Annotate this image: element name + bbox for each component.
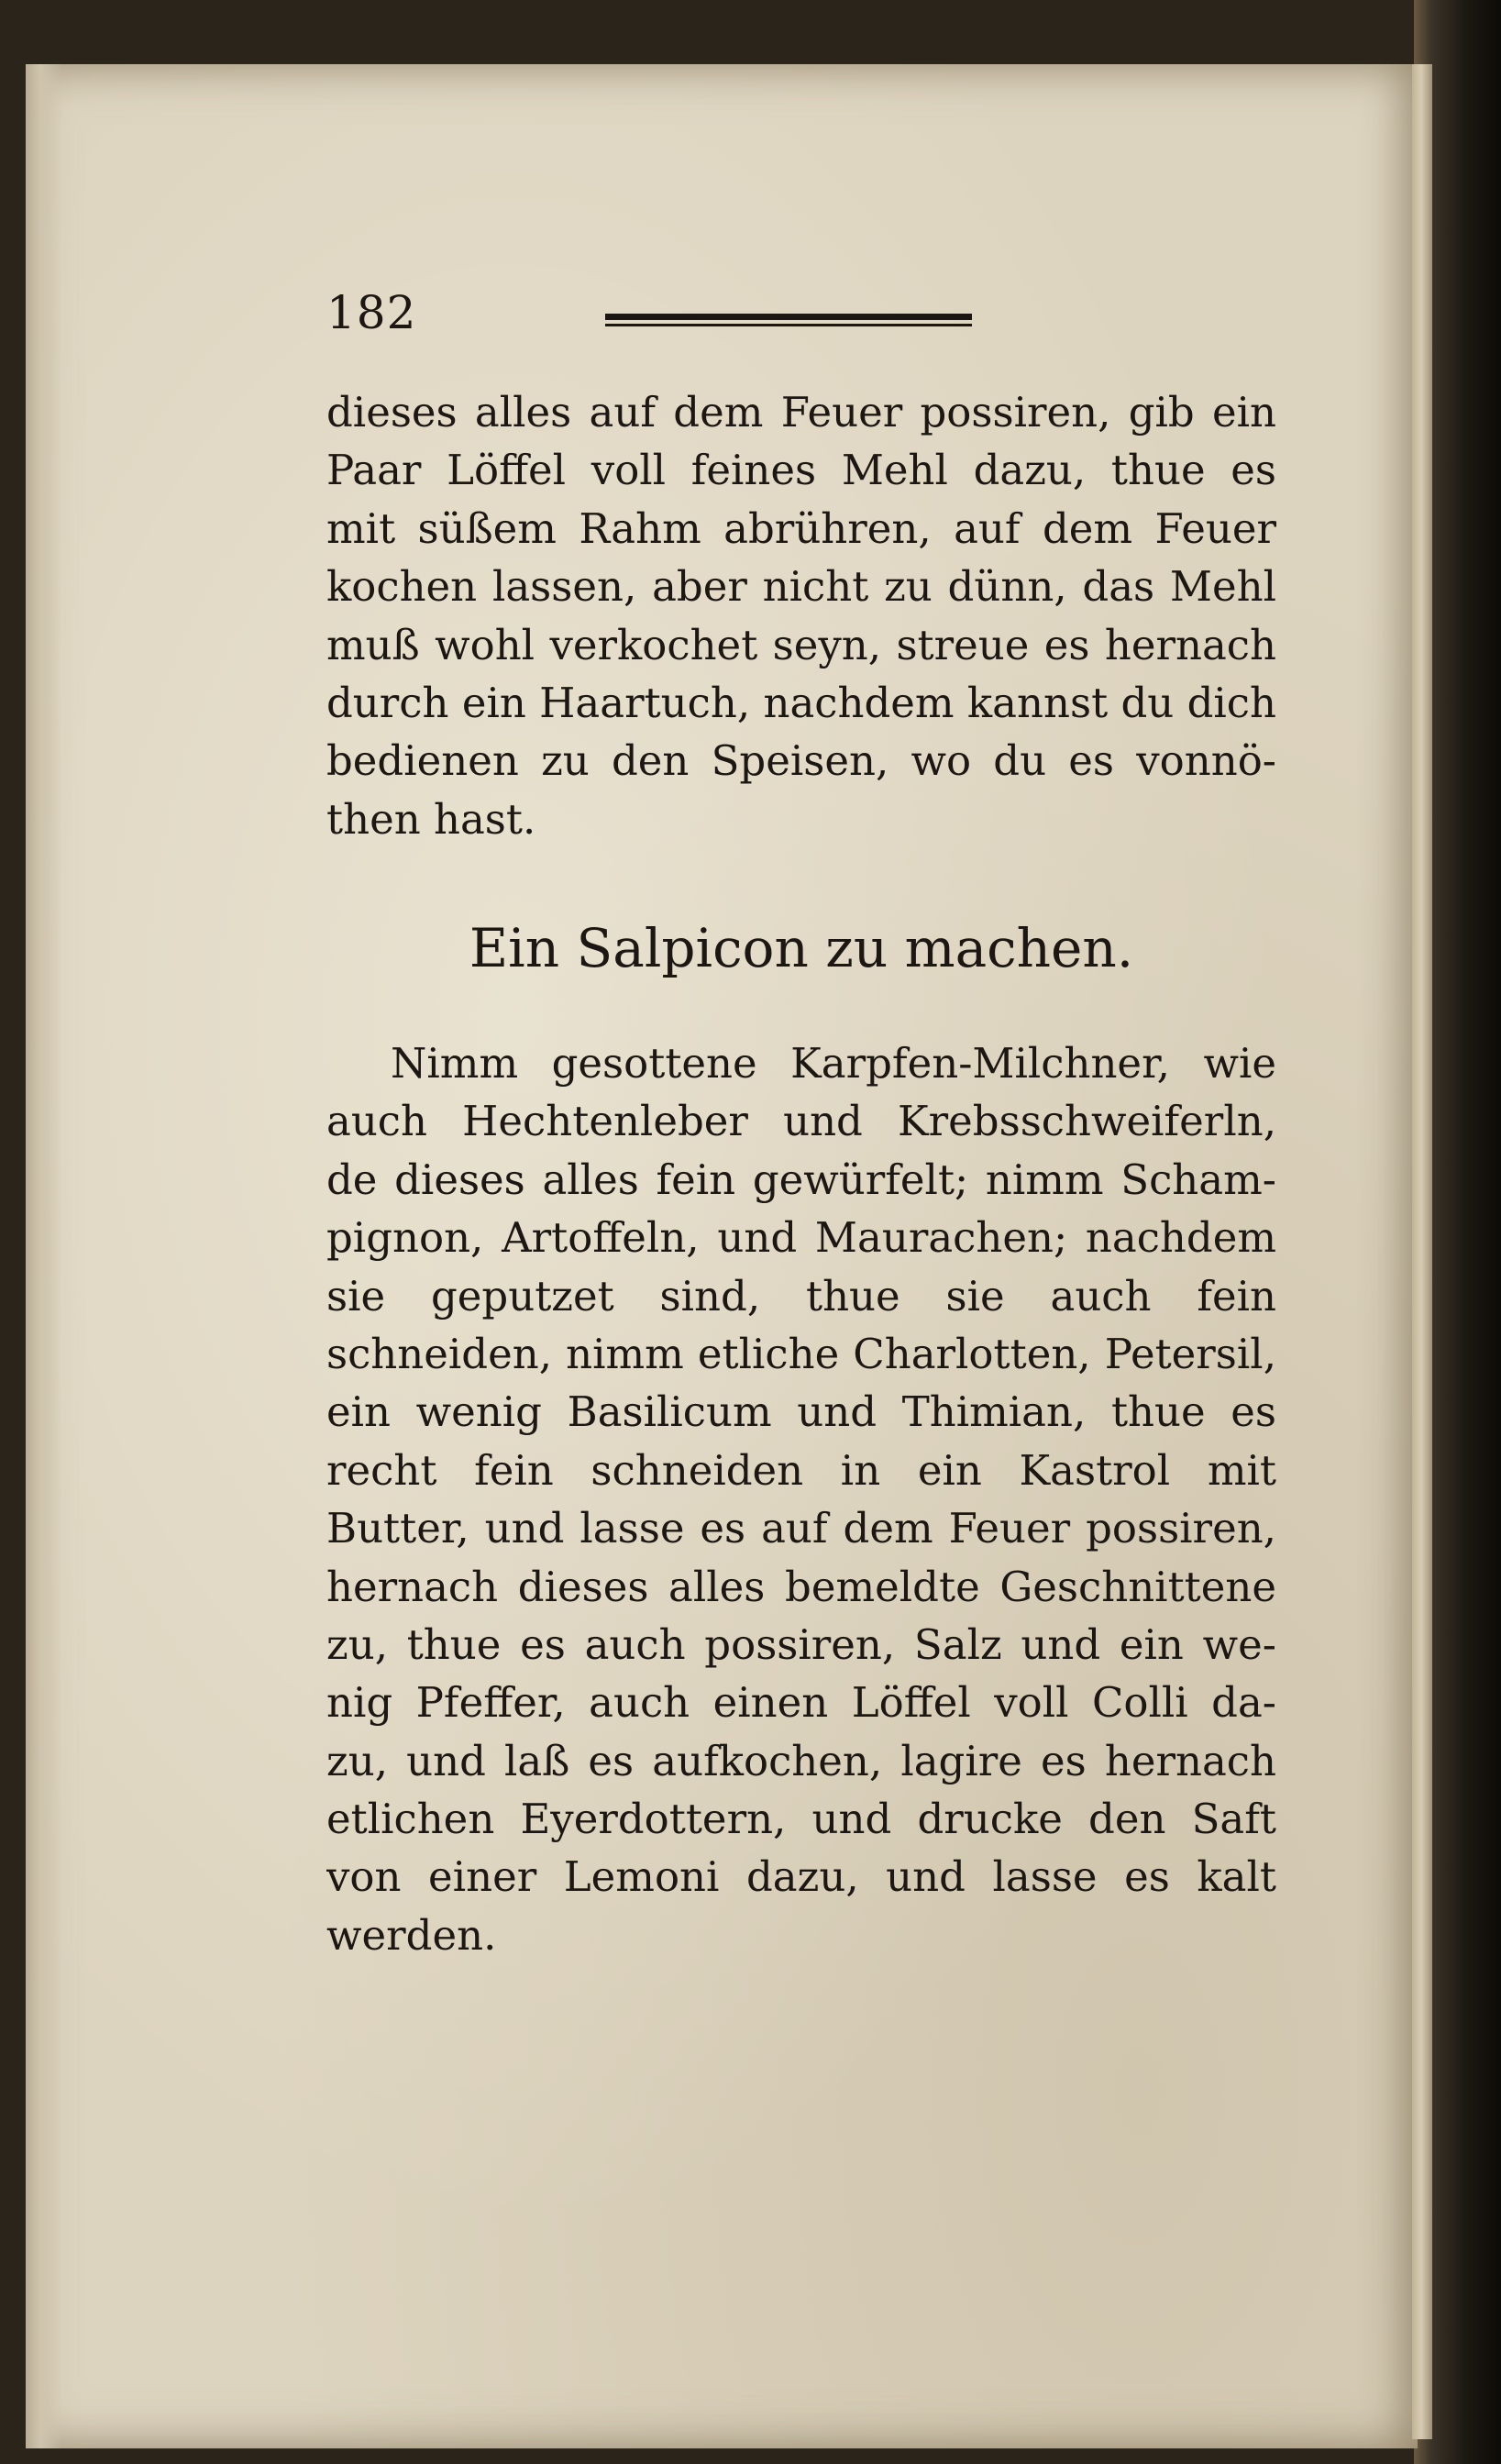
text-line: Nimm gesottene Karpfen-Milchner, wie [391, 1039, 1276, 1088]
page-gutter [1412, 64, 1432, 2439]
page-number: 182 [326, 286, 417, 339]
text-line: bedienen zu den Speisen, wo du es vonnö- [326, 736, 1276, 786]
text-line: ein wenig Basilicum und Thimian, thue es [326, 1387, 1276, 1437]
text-line: hernach dieses alles bemeldte Geschnittene [326, 1562, 1276, 1611]
header-rule-thick [605, 314, 972, 320]
text-line: Butter, und lasse es auf dem Feuer possiren, [326, 1504, 1276, 1553]
section-heading: Ein Salpicon zu machen. [469, 917, 1134, 979]
text-line: sie geputzet sind, thue sie auch fein [326, 1271, 1276, 1320]
paragraph-1 [326, 383, 1276, 848]
paragraph-2 [326, 1034, 1276, 1964]
text-line: kochen lassen, aber nicht zu dünn, das Mehl [326, 562, 1276, 612]
text-line: de dieses alles fein gewürfelt; nimm Scham- [326, 1155, 1276, 1204]
header-rule-thin [605, 324, 972, 326]
text-line: recht fein schneiden in ein Kastrol mit [326, 1445, 1276, 1495]
text-line: mit süßem Rahm abrühren, auf dem Feuer [326, 503, 1276, 553]
text-line: von einer Lemoni dazu, und lasse es kalt [326, 1852, 1276, 1902]
text-line: Paar Löffel voll feines Mehl dazu, thue es [326, 446, 1276, 495]
text-line: werden. [326, 1910, 497, 1960]
text-line: zu, und laß es aufkochen, lagire es hernach [326, 1736, 1276, 1785]
text-line: etlichen Eyerdottern, und drucke den Saft [326, 1795, 1276, 1844]
text-line: zu, thue es auch possiren, Salz und ein we- [326, 1619, 1276, 1669]
text-line: auch Hechtenleber und Krebsschweiferln, [326, 1097, 1276, 1146]
header-rule [605, 314, 972, 328]
text-line: nig Pfeffer, auch einen Löffel voll Colli da- [326, 1678, 1276, 1728]
text-line: then hast. [326, 794, 536, 844]
page-edge [26, 64, 62, 2448]
text-line: muß wohl verkochet seyn, streue es hernach [326, 620, 1276, 669]
text-line: pignon, Artoffeln, und Maurachen; nachdem [326, 1213, 1276, 1263]
text-line: schneiden, nimm etliche Charlotten, Petersil, [326, 1329, 1276, 1378]
text-line: dieses alles auf dem Feuer possiren, gib ein [326, 388, 1276, 436]
text-line: durch ein Haartuch, nachdem kannst du dich [326, 678, 1276, 727]
